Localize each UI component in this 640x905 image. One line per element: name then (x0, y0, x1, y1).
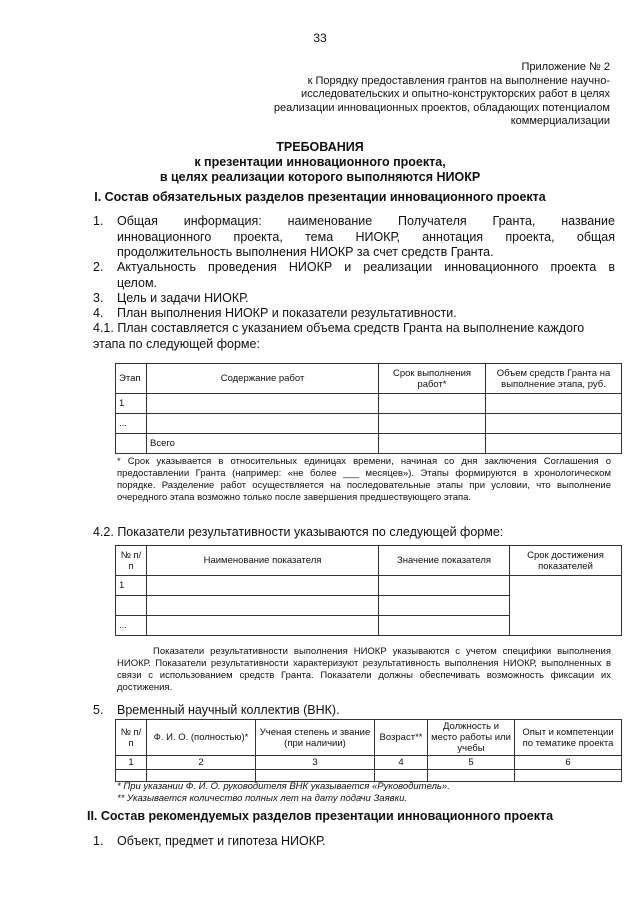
table-cell (147, 394, 379, 414)
table-header: Должность и место работы или учебы (428, 720, 515, 756)
table-cell: Всего (147, 434, 379, 454)
table-cell (486, 434, 622, 454)
table3-footnote-1: * При указании Ф. И. О. руководителя ВНК указывается «Руководитель». (117, 781, 450, 792)
table-header: Возраст** (375, 720, 428, 756)
table-row (116, 394, 622, 414)
table-header: Ученая степень и звание (при наличии) (256, 720, 375, 756)
table-header: Ф. И. О. (полностью)* (147, 720, 256, 756)
title-line: к презентации инновационного проекта, (194, 155, 446, 169)
annex-line: реализации инновационных проектов, обладающих потенциалом (273, 101, 610, 114)
annex-line: коммерциализации (510, 115, 610, 127)
table-cell (486, 394, 622, 414)
table-cell (379, 596, 510, 616)
list-item (93, 260, 623, 291)
item-number: 4. (93, 306, 104, 320)
table-cell (116, 434, 147, 454)
list-item-4-1 (93, 321, 623, 352)
table3-footnote-2: ** Указывается количество полных лет на дату подачи Заявки. (117, 793, 408, 804)
table-cell (486, 414, 622, 434)
table-cell: 2 (147, 756, 256, 770)
table-header: Содержание работ (147, 364, 379, 394)
table-cell (116, 770, 147, 782)
table-cell (147, 770, 256, 782)
item-number: 3. (93, 291, 104, 305)
table-header: Этап (116, 364, 147, 394)
table-row (116, 414, 622, 434)
table-cell (515, 770, 622, 782)
item-text-line: этапа по следующей форме: (93, 336, 260, 351)
table-row (116, 576, 622, 596)
table-header: Значение показателя (379, 546, 510, 576)
table-cell (379, 434, 486, 454)
table-cell: 4 (375, 756, 428, 770)
item-text-line: Цель и задачи НИОКР. (117, 291, 249, 305)
page-number: 33 (313, 31, 327, 45)
table-cell (147, 414, 379, 434)
table-cell (147, 576, 379, 596)
item-text-line: 4.1. План составляется с указанием объема средств Гранта на выполнение каждого (93, 321, 585, 335)
table-cell (256, 770, 375, 782)
team-table (115, 719, 622, 782)
list-item (93, 291, 623, 307)
table-cell: 1 (116, 394, 147, 414)
annex-header (210, 61, 610, 129)
section-2-heading: II. Состав рекомендуемых разделов презентации инновационного проекта (86, 809, 554, 823)
item-text-line: Актуальность проведения НИОКР и реализации инновационного проекта в (117, 260, 615, 274)
document-title (0, 140, 640, 185)
table-header: № п/п (116, 720, 147, 756)
item-text-line: Общая информация: наименование Получателя Гранта, название (117, 214, 615, 228)
table-cell (379, 414, 486, 434)
table-cell (147, 616, 379, 636)
item-number: 2. (93, 260, 104, 274)
table-header: № п/п (116, 546, 147, 576)
item-text-line: Объект, предмет и гипотеза НИОКР. (117, 834, 326, 848)
table-cell (379, 394, 486, 414)
table-cell: 6 (515, 756, 622, 770)
table-cell (375, 770, 428, 782)
table-cell (510, 576, 622, 636)
table2-note: Показатели результативности выполнения НИОКР указываются с учетом специфики выполнения НИОКР. Показатели результативности характеризуют результативность выполнения НИОКР, выполненных в связи с использованием средств Гранта. Показатели должны обеспечивать возможность фиксации их достижения. (117, 646, 611, 693)
item-text-line: Временный научный коллектив (ВНК). (117, 703, 340, 717)
indicators-table (115, 545, 622, 636)
title-line: ТРЕБОВАНИЯ (276, 140, 364, 154)
item-number: 1. (93, 834, 104, 848)
item-number: 1. (93, 214, 104, 228)
table-cell (147, 596, 379, 616)
table-cell: ... (116, 414, 147, 434)
item-text-line: продолжительность выполнения НИОКР за счет средств Гранта. (117, 245, 494, 259)
list-item (93, 306, 623, 322)
table-cell: 1 (116, 756, 147, 770)
table-cell: 5 (428, 756, 515, 770)
section-1-heading: I. Состав обязательных разделов презентации инновационного проекта (94, 190, 546, 204)
table-row (116, 756, 622, 770)
list-item (93, 214, 623, 261)
item-number: 5. (93, 703, 104, 717)
table-cell (428, 770, 515, 782)
table-header: Срок выполнения работ* (379, 364, 486, 394)
table-cell (379, 616, 510, 636)
list-item (93, 703, 623, 719)
table-row (116, 770, 622, 782)
annex-line: исследовательских и опытно-конструкторских работ в целях (301, 88, 610, 100)
list-item (93, 834, 623, 850)
item-text-line: целом. (117, 275, 158, 290)
table-row (116, 434, 622, 454)
table-cell: 3 (256, 756, 375, 770)
table-cell: ... (116, 616, 147, 636)
table-header: Срок достижения показателей (510, 546, 622, 576)
annex-line: к Порядку предоставления грантов на выполнение научно- (307, 74, 610, 87)
annex-line: Приложение № 2 (521, 61, 610, 73)
table-header: Опыт и компетенции по тематике проекта (515, 720, 622, 756)
table-cell (379, 576, 510, 596)
list-item-4-2: 4.2. Показатели результативности указываются по следующей форме: (93, 525, 504, 539)
plan-table (115, 363, 622, 454)
table-header: Наименование показателя (147, 546, 379, 576)
item-text-line: инновационного проекта, тема НИОКР, аннотация проекта, общая (117, 229, 615, 244)
table-cell (116, 596, 147, 616)
table1-footnote: * Срок указывается в относительных единицах времени, начиная со дня заключения Соглашения о предоставлении Гранта (например: «не более ___ месяцев»). Этапы формируются в хронологическом порядке. Разделение работ осуществляется на последовательные этапы при условии, что выполнение очередного этапа возможно только после завершения предшествующего этапа. (117, 456, 611, 503)
item-text-line: План выполнения НИОКР и показатели результативности. (117, 306, 457, 320)
title-line: в целях реализации которого выполняются НИОКР (159, 170, 481, 184)
table-header: Объем средств Гранта на выполнение этапа, руб. (486, 364, 622, 394)
table-cell: 1 (116, 576, 147, 596)
